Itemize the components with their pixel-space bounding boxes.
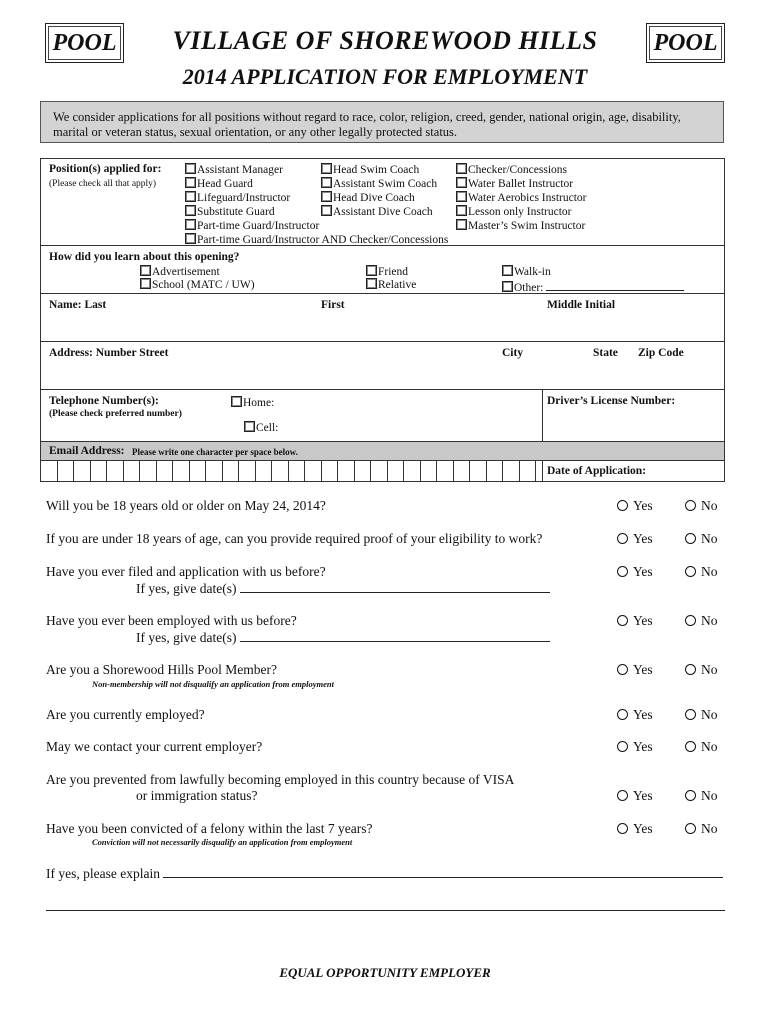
option-label: Walk-in — [514, 266, 551, 278]
checkbox[interactable] — [185, 177, 196, 188]
notice-line-2: marital or veteran status, sexual orientation, or any other legally protected status. — [53, 125, 458, 139]
address-state-label: State — [593, 347, 618, 359]
question-18-years: Will you be 18 years old or older on May 24, 2014? — [46, 498, 326, 513]
email-char-cell[interactable] — [503, 461, 520, 482]
applicant-info-form — [40, 158, 725, 482]
checkbox[interactable] — [321, 205, 332, 216]
position-option[interactable] — [321, 191, 437, 205]
position-option[interactable] — [321, 205, 437, 219]
dates-input-line[interactable] — [240, 629, 550, 642]
currently-employed-yes-option[interactable] — [617, 707, 653, 723]
option-label: Relative — [378, 279, 417, 291]
visa-status-yes-option[interactable] — [617, 788, 653, 804]
radio-label: No — [701, 662, 718, 677]
email-character-cells — [41, 461, 536, 482]
position-option-label: Assistant Manager — [197, 164, 283, 176]
radio-button[interactable] — [685, 664, 696, 675]
position-option-label: Lifeguard/Instructor — [197, 192, 291, 204]
email-char-cell[interactable] — [338, 461, 355, 482]
option-relative[interactable] — [366, 278, 416, 292]
position-option[interactable] — [456, 163, 587, 177]
checkbox[interactable] — [321, 163, 332, 174]
page-title: VILLAGE OF SHOREWOOD HILLS — [172, 26, 598, 55]
option-label: Cell: — [256, 422, 279, 434]
position-option-label: Assistant Dive Coach — [333, 206, 433, 218]
checkbox[interactable] — [140, 265, 151, 276]
email-char-cell[interactable] — [454, 461, 471, 482]
position-option[interactable] — [185, 233, 448, 247]
name-last-label: Name: Last — [49, 299, 107, 311]
email-char-cell[interactable] — [190, 461, 207, 482]
checkbox[interactable] — [321, 191, 332, 202]
employed-dates-field[interactable] — [136, 629, 550, 646]
email-char-cell[interactable] — [58, 461, 75, 482]
phone-label: Telephone Number(s): — [49, 395, 159, 407]
email-char-cell[interactable] — [206, 461, 223, 482]
dates-label: If yes, give date(s) — [136, 630, 237, 645]
email-char-cell[interactable] — [487, 461, 504, 482]
date-of-application-label: Date of Application: — [547, 465, 647, 477]
email-char-cell[interactable] — [124, 461, 141, 482]
checkbox[interactable] — [185, 163, 196, 174]
question-currently-employed: Are you currently employed? — [46, 707, 205, 722]
position-option-label: Head Dive Coach — [333, 192, 415, 204]
email-hint: Please write one character per space below. — [132, 447, 298, 457]
option-label: Other: — [514, 282, 544, 294]
phone-hint: (Please check preferred number) — [49, 409, 182, 419]
name-middle-label: Middle Initial — [547, 299, 616, 311]
radio-label: No — [701, 498, 718, 513]
question-filed-before: Have you ever filed and application with us before? — [46, 564, 326, 579]
option-label: Home: — [243, 397, 275, 409]
question-visa-status: Are you prevented from lawfully becoming employed in this country because of VISA — [46, 772, 515, 787]
radio-label: No — [701, 531, 718, 546]
option-label: Friend — [378, 266, 409, 278]
positions-label: Position(s) applied for: — [49, 163, 162, 175]
employed-before-yes-option[interactable] — [617, 613, 653, 629]
checkbox[interactable] — [456, 205, 467, 216]
position-option[interactable] — [456, 177, 587, 191]
radio-label: Yes — [633, 739, 653, 754]
position-option[interactable] — [456, 219, 587, 233]
position-option[interactable] — [321, 163, 437, 177]
email-char-cell[interactable] — [41, 461, 58, 482]
18-years-no-option[interactable] — [685, 498, 718, 514]
explain-input-line-2[interactable] — [46, 910, 725, 911]
option-other[interactable] — [502, 278, 684, 295]
radio-button[interactable] — [617, 566, 628, 577]
checkbox[interactable] — [456, 177, 467, 188]
email-char-cell[interactable] — [355, 461, 372, 482]
radio-button[interactable] — [617, 709, 628, 720]
checkbox[interactable] — [231, 396, 242, 407]
checkbox[interactable] — [502, 265, 513, 276]
18-years-yes-option[interactable] — [617, 498, 653, 514]
filed-before-yes-option[interactable] — [617, 564, 653, 580]
equal-opportunity-footer: EQUAL OPPORTUNITY EMPLOYER — [279, 965, 491, 980]
position-option[interactable] — [456, 205, 587, 219]
page-subtitle: 2014 APPLICATION FOR EMPLOYMENT — [182, 64, 588, 89]
explain-field[interactable] — [46, 865, 723, 882]
checkbox[interactable] — [456, 163, 467, 174]
address-street-label: Address: Number Street — [49, 347, 169, 359]
question-employed-before: Have you ever been employed with us before? — [46, 613, 297, 628]
radio-label: Yes — [633, 564, 653, 579]
felony-note: Conviction will not necessarily disqualify an application from employment — [92, 837, 353, 847]
email-char-cell[interactable] — [404, 461, 421, 482]
radio-button[interactable] — [685, 823, 696, 834]
position-option-label: Master’s Swim Instructor — [468, 220, 586, 232]
position-option-label: Checker/Concessions — [468, 164, 568, 176]
pool-member-no-option[interactable] — [685, 662, 718, 678]
radio-label: Yes — [633, 531, 653, 546]
checkbox[interactable] — [456, 191, 467, 202]
proof-eligibility-yes-option[interactable] — [617, 531, 653, 547]
radio-button[interactable] — [617, 741, 628, 752]
checkbox[interactable] — [502, 281, 513, 292]
radio-label: No — [701, 707, 718, 722]
email-char-cell[interactable] — [289, 461, 306, 482]
felony-no-option[interactable] — [685, 821, 718, 837]
contact-employer-yes-option[interactable] — [617, 739, 653, 755]
felony-yes-option[interactable] — [617, 821, 653, 837]
pool-member-yes-option[interactable] — [617, 662, 653, 678]
membership-note: Non-membership will not disqualify an application from employment — [92, 679, 335, 689]
email-char-cell[interactable] — [223, 461, 240, 482]
email-char-cell[interactable] — [256, 461, 273, 482]
radio-label: Yes — [633, 788, 653, 803]
option-label: Advertisement — [152, 266, 220, 278]
email-char-cell[interactable] — [305, 461, 322, 482]
address-city-label: City — [502, 347, 524, 359]
position-option-label: Head Swim Coach — [333, 164, 420, 176]
checkbox[interactable] — [185, 205, 196, 216]
question-pool-member: Are you a Shorewood Hills Pool Member? — [46, 662, 277, 677]
radio-label: Yes — [633, 498, 653, 513]
option-label: School (MATC / UW) — [152, 279, 255, 291]
position-option[interactable] — [321, 177, 437, 191]
option-school[interactable] — [140, 278, 255, 292]
email-char-cell[interactable] — [388, 461, 405, 482]
position-option-label: Water Aerobics Instructor — [468, 192, 587, 204]
checkbox[interactable] — [185, 233, 196, 244]
option-walkin[interactable] — [502, 265, 551, 279]
email-char-cell[interactable] — [239, 461, 256, 482]
email-char-cell[interactable] — [272, 461, 289, 482]
email-label: Email Address: — [49, 445, 125, 457]
explain-label: If yes, please explain — [46, 866, 160, 881]
email-char-cell[interactable] — [157, 461, 174, 482]
email-char-cell[interactable] — [421, 461, 438, 482]
address-zip-label: Zip Code — [638, 347, 684, 359]
learn-label: How did you learn about this opening? — [49, 251, 240, 263]
employed-before-no-option[interactable] — [685, 613, 718, 629]
positions-hint: (Please check all that apply) — [49, 179, 157, 189]
checkbox[interactable] — [456, 219, 467, 230]
position-option-label: Part-time Guard/Instructor — [197, 220, 320, 232]
radio-label: No — [701, 564, 718, 579]
email-char-cell[interactable] — [107, 461, 124, 482]
radio-button[interactable] — [617, 790, 628, 801]
radio-label: Yes — [633, 662, 653, 677]
dates-input-line[interactable] — [240, 580, 550, 593]
checkbox[interactable] — [185, 219, 196, 230]
radio-button[interactable] — [685, 741, 696, 752]
explain-input-line[interactable] — [163, 865, 723, 878]
drivers-license-label: Driver’s License Number: — [547, 395, 676, 407]
visa-status-no-option[interactable] — [685, 788, 718, 804]
radio-button[interactable] — [685, 790, 696, 801]
radio-label: No — [701, 739, 718, 754]
position-option-label: Water Ballet Instructor — [468, 178, 574, 190]
name-first-label: First — [321, 299, 345, 311]
positions-column-2 — [321, 163, 437, 219]
radio-label: Yes — [633, 821, 653, 836]
radio-label: No — [701, 613, 718, 628]
checkbox[interactable] — [140, 278, 151, 289]
position-option-label: Lesson only Instructor — [468, 206, 572, 218]
notice-line-1: We consider applications for all positions without regard to race, color, religion, creed, gender, national origin, age, disability, — [53, 110, 681, 124]
radio-button[interactable] — [617, 615, 628, 626]
dates-label: If yes, give date(s) — [136, 581, 237, 596]
option-advertisement[interactable] — [140, 265, 220, 279]
checkbox[interactable] — [366, 278, 377, 289]
position-option[interactable] — [185, 219, 448, 233]
email-char-cell[interactable] — [173, 461, 190, 482]
radio-label: No — [701, 821, 718, 836]
checkbox[interactable] — [244, 421, 255, 432]
other-input-line[interactable] — [546, 278, 684, 291]
phone-cell-option[interactable] — [244, 421, 278, 435]
position-option-label: Assistant Swim Coach — [333, 178, 438, 190]
email-char-cell[interactable] — [74, 461, 91, 482]
equal-opportunity-notice — [40, 101, 724, 143]
radio-label: Yes — [633, 707, 653, 722]
radio-button[interactable] — [617, 500, 628, 511]
filed-before-no-option[interactable] — [685, 564, 718, 580]
question-felony: Have you been convicted of a felony within the last 7 years? — [46, 821, 373, 836]
radio-button[interactable] — [685, 566, 696, 577]
pool-label-right: POOL — [646, 23, 725, 63]
email-char-cell[interactable] — [520, 461, 537, 482]
positions-column-3 — [456, 163, 587, 233]
position-option-label: Head Guard — [197, 178, 253, 190]
email-header-bar — [41, 442, 724, 461]
checkbox[interactable] — [321, 177, 332, 188]
question-visa-status-cont: or immigration status? — [136, 788, 258, 803]
filed-dates-field[interactable] — [136, 580, 550, 597]
position-option-label: Substitute Guard — [197, 206, 275, 218]
checkbox[interactable] — [366, 265, 377, 276]
position-option-label: Part-time Guard/Instructor AND Checker/Concessions — [197, 234, 449, 246]
email-char-cell[interactable] — [322, 461, 339, 482]
question-proof-eligibility: If you are under 18 years of age, can you provide required proof of your eligibility to work? — [46, 531, 543, 546]
currently-employed-no-option[interactable] — [685, 707, 718, 723]
email-char-cell[interactable] — [470, 461, 487, 482]
checkbox[interactable] — [185, 191, 196, 202]
position-option[interactable] — [456, 191, 587, 205]
question-contact-employer: May we contact your current employer? — [46, 739, 263, 754]
email-char-cell[interactable] — [140, 461, 157, 482]
phone-home-option[interactable] — [231, 396, 274, 410]
email-char-cell[interactable] — [91, 461, 108, 482]
radio-label: Yes — [633, 613, 653, 628]
radio-button[interactable] — [617, 664, 628, 675]
email-char-cell[interactable] — [371, 461, 388, 482]
option-friend[interactable] — [366, 265, 408, 279]
pool-label-left: POOL — [45, 23, 124, 63]
radio-button[interactable] — [617, 533, 628, 544]
radio-button[interactable] — [685, 533, 696, 544]
radio-button[interactable] — [617, 823, 628, 834]
radio-label: No — [701, 788, 718, 803]
radio-button[interactable] — [685, 709, 696, 720]
email-char-cell[interactable] — [437, 461, 454, 482]
radio-button[interactable] — [685, 500, 696, 511]
proof-eligibility-no-option[interactable] — [685, 531, 718, 547]
radio-button[interactable] — [685, 615, 696, 626]
contact-employer-no-option[interactable] — [685, 739, 718, 755]
